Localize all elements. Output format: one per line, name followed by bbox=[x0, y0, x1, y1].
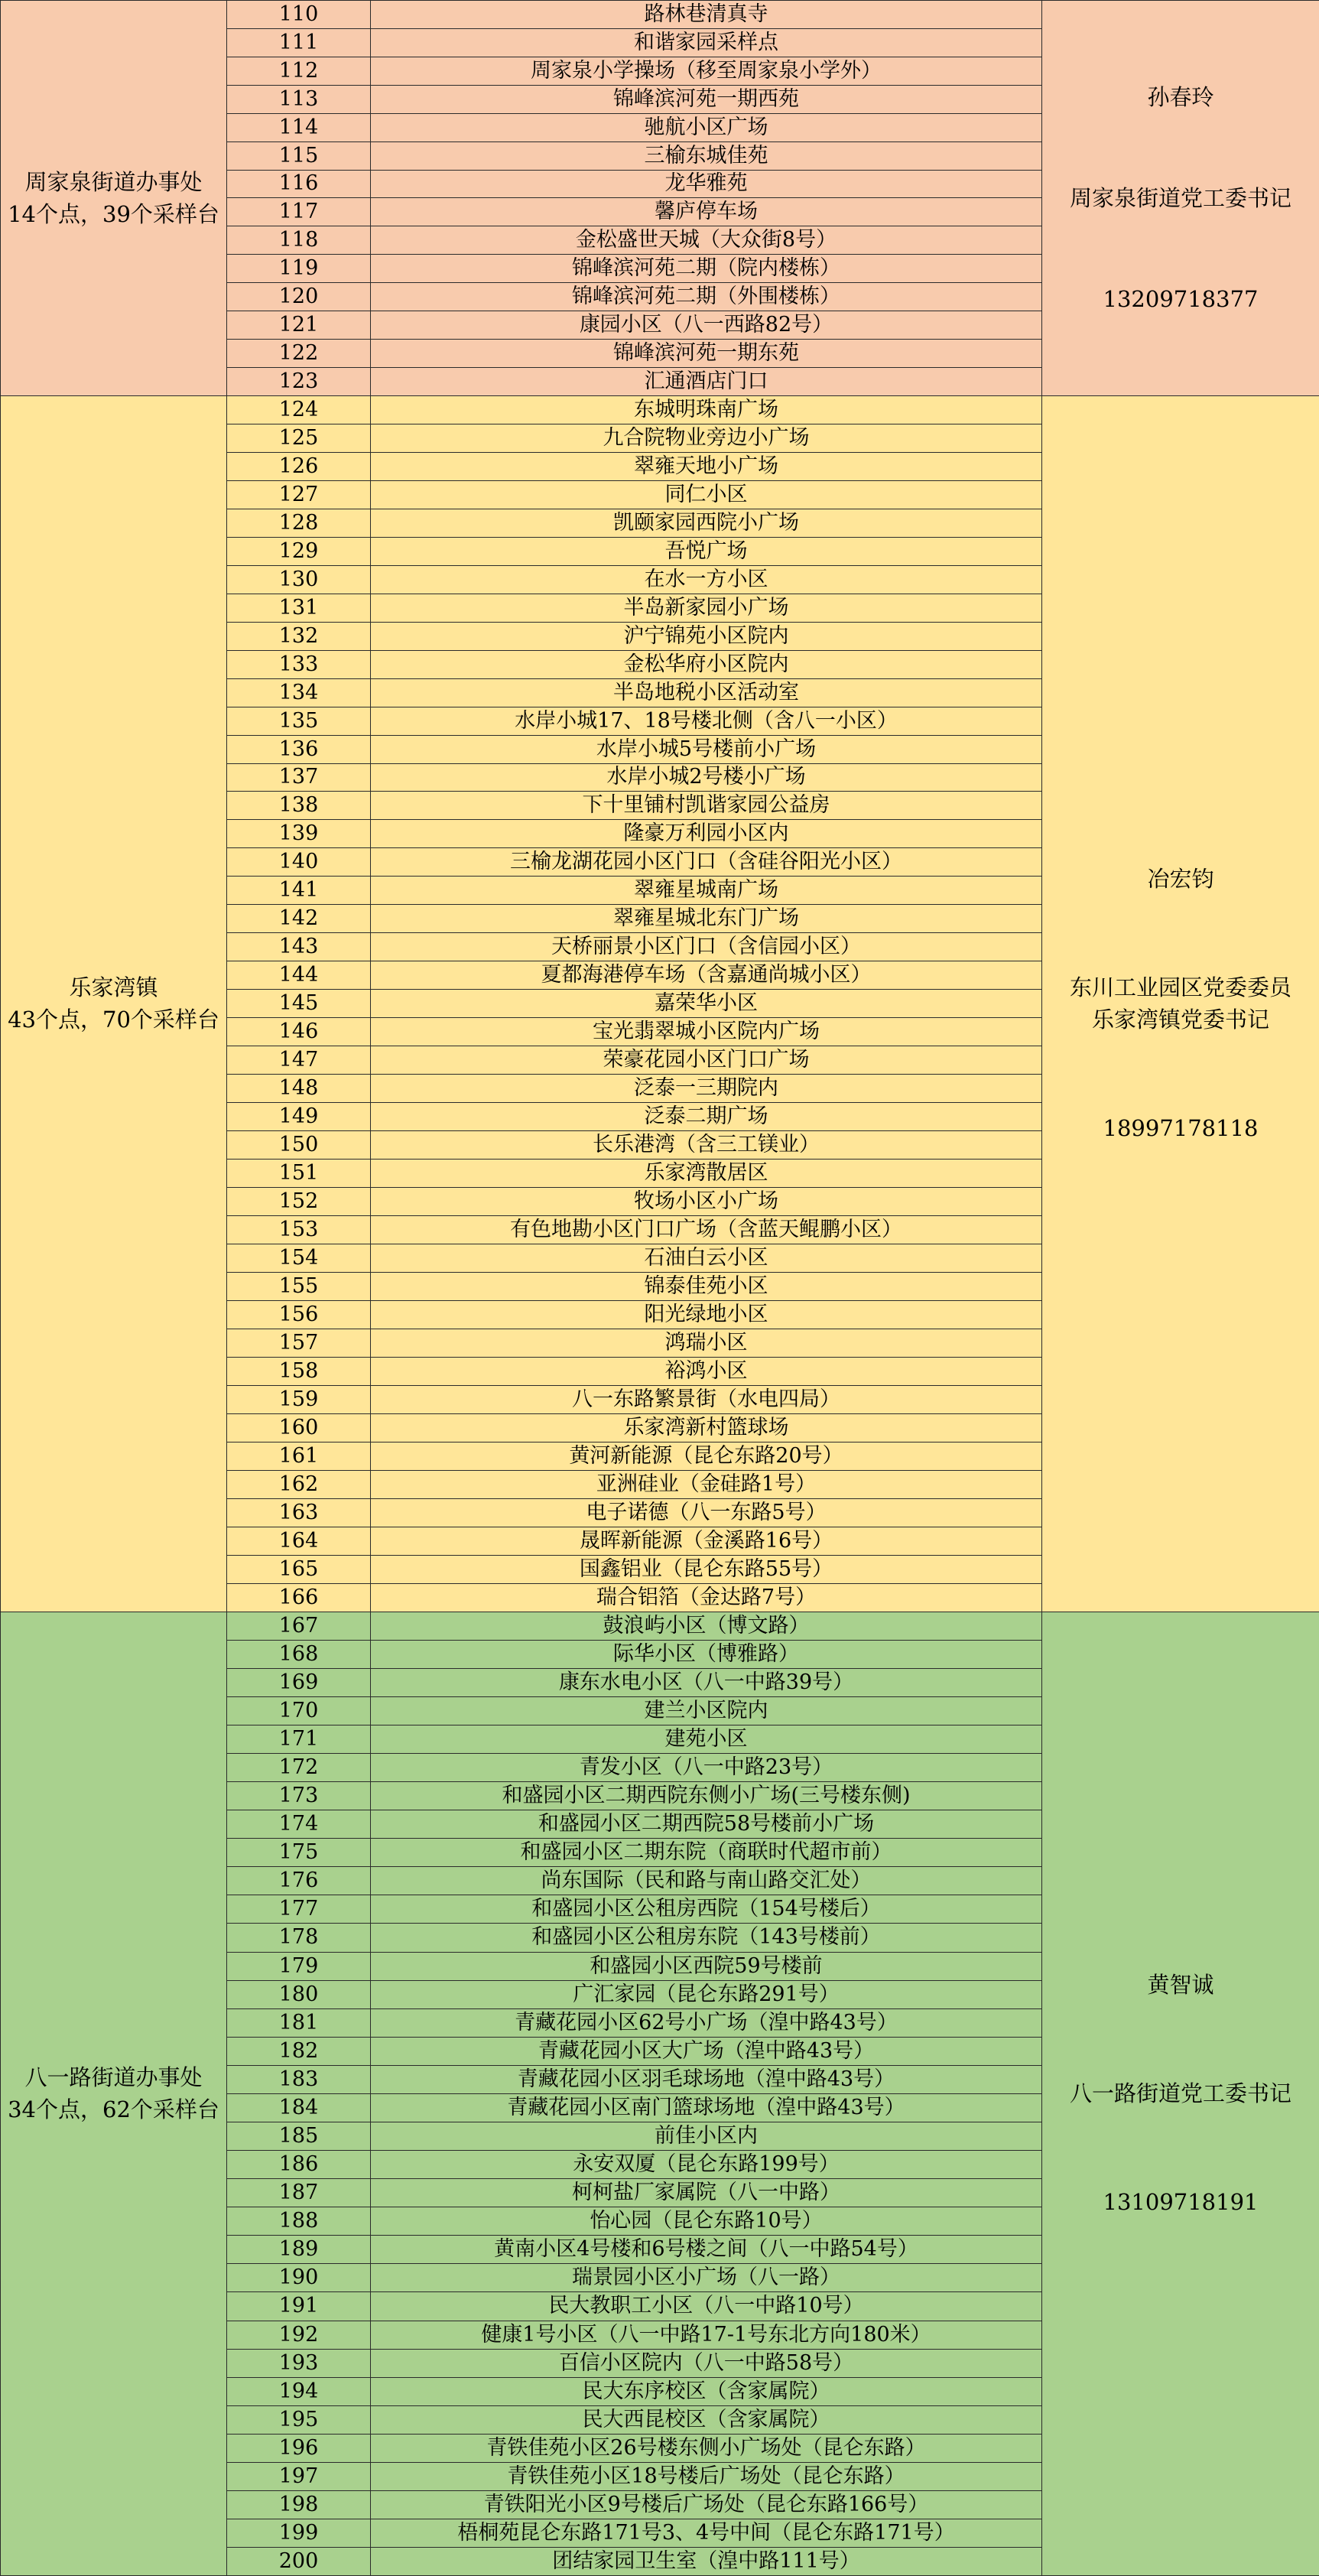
district-cell bbox=[1, 395, 227, 1612]
site-name: 瑞景园小区小广场（八一路） bbox=[371, 2264, 1042, 2292]
site-name: 沪宁锦苑小区院内 bbox=[371, 622, 1042, 650]
site-number: 148 bbox=[227, 1075, 371, 1103]
site-name: 九合院物业旁边小广场 bbox=[371, 424, 1042, 452]
site-number: 193 bbox=[227, 2349, 371, 2377]
site-number: 122 bbox=[227, 340, 371, 368]
site-name: 金松盛世天城（大众街8号） bbox=[371, 226, 1042, 255]
site-name: 鼓浪屿小区（博文路） bbox=[371, 1612, 1042, 1640]
site-name: 尚东国际（民和路与南山路交汇处） bbox=[371, 1867, 1042, 1895]
contact-title: 东川工业园区党委委员 bbox=[1069, 974, 1291, 1001]
site-name: 长乐港湾（含三工镁业） bbox=[371, 1131, 1042, 1160]
contact-name: 黄智诚 bbox=[1147, 1972, 1214, 1999]
site-number: 170 bbox=[227, 1696, 371, 1725]
site-number: 167 bbox=[227, 1612, 371, 1640]
contact-name: 冶宏钧 bbox=[1147, 866, 1214, 893]
site-number: 165 bbox=[227, 1555, 371, 1583]
site-name: 健康1号小区（八一中路17-1号东北方向180米） bbox=[371, 2321, 1042, 2349]
site-number: 199 bbox=[227, 2519, 371, 2548]
site-number: 147 bbox=[227, 1046, 371, 1075]
site-name: 锦峰滨河苑一期西苑 bbox=[371, 85, 1042, 113]
district-name: 乐家湾镇 bbox=[69, 974, 158, 1001]
table-row bbox=[1, 1, 1319, 29]
contact-name: 孙春玲 bbox=[1147, 83, 1214, 110]
site-name: 荣豪花园小区门口广场 bbox=[371, 1046, 1042, 1075]
site-name: 裕鸿小区 bbox=[371, 1357, 1042, 1385]
site-name: 锦峰滨河苑二期（外围楼栋） bbox=[371, 283, 1042, 311]
site-name: 龙华雅苑 bbox=[371, 170, 1042, 198]
site-name: 青藏花园小区南门篮球场地（湟中路43号） bbox=[371, 2093, 1042, 2122]
site-number: 190 bbox=[227, 2264, 371, 2292]
site-number: 126 bbox=[227, 452, 371, 480]
site-number: 154 bbox=[227, 1244, 371, 1272]
site-number: 151 bbox=[227, 1160, 371, 1188]
site-number: 116 bbox=[227, 170, 371, 198]
site-number: 200 bbox=[227, 2548, 371, 2576]
site-number: 149 bbox=[227, 1103, 371, 1131]
contact-phone: 18997178118 bbox=[1103, 1115, 1259, 1142]
site-name: 黄河新能源（昆仑东路20号） bbox=[371, 1442, 1042, 1470]
site-name: 锦泰佳苑小区 bbox=[371, 1272, 1042, 1300]
site-name: 怡心园（昆仑东路10号） bbox=[371, 2207, 1042, 2236]
site-name: 翠雍星城南广场 bbox=[371, 877, 1042, 905]
site-name: 前佳小区内 bbox=[371, 2122, 1042, 2150]
site-number: 196 bbox=[227, 2434, 371, 2462]
site-name: 水岸小城17、18号楼北侧（含八一小区） bbox=[371, 707, 1042, 735]
site-number: 125 bbox=[227, 424, 371, 452]
site-number: 172 bbox=[227, 1753, 371, 1781]
site-name: 天桥丽景小区门口（含信园小区） bbox=[371, 933, 1042, 961]
site-number: 155 bbox=[227, 1272, 371, 1300]
site-name: 汇通酒店门口 bbox=[371, 367, 1042, 395]
site-name: 青铁阳光小区9号楼后广场处（昆仑东路166号） bbox=[371, 2490, 1042, 2519]
site-name: 青藏花园小区大广场（湟中路43号） bbox=[371, 2037, 1042, 2065]
site-name: 翠雍星城北东门广场 bbox=[371, 905, 1042, 933]
district-summary: 43个点，70个采样台 bbox=[8, 1007, 219, 1033]
site-number: 158 bbox=[227, 1357, 371, 1385]
site-name: 民大教职工小区（八一中路10号） bbox=[371, 2292, 1042, 2321]
site-name: 和盛园小区公租房东院（143号楼前） bbox=[371, 1924, 1042, 1952]
site-name: 泛泰二期广场 bbox=[371, 1103, 1042, 1131]
site-name: 电子诺德（八一东路5号） bbox=[371, 1498, 1042, 1527]
site-name: 半岛新家园小广场 bbox=[371, 594, 1042, 622]
site-number: 184 bbox=[227, 2093, 371, 2122]
site-number: 139 bbox=[227, 820, 371, 848]
site-name: 民大西昆校区（含家属院） bbox=[371, 2405, 1042, 2434]
site-number: 143 bbox=[227, 933, 371, 961]
site-number: 130 bbox=[227, 565, 371, 594]
site-number: 163 bbox=[227, 1498, 371, 1527]
site-number: 181 bbox=[227, 2008, 371, 2037]
site-name: 康园小区（八一西路82号） bbox=[371, 311, 1042, 340]
table-row bbox=[1, 1612, 1319, 1640]
contact-cell bbox=[1042, 395, 1319, 1612]
contact-cell bbox=[1042, 1, 1319, 396]
site-name: 东城明珠南广场 bbox=[371, 395, 1042, 424]
site-name: 和盛园小区公租房西院（154号楼后） bbox=[371, 1895, 1042, 1924]
site-number: 117 bbox=[227, 198, 371, 226]
site-number: 141 bbox=[227, 877, 371, 905]
site-name: 驰航小区广场 bbox=[371, 113, 1042, 141]
site-name: 吾悦广场 bbox=[371, 537, 1042, 565]
site-number: 123 bbox=[227, 367, 371, 395]
site-name: 柯柯盐厂家属院（八一中路） bbox=[371, 2179, 1042, 2207]
site-name: 在水一方小区 bbox=[371, 565, 1042, 594]
district-summary: 14个点，39个采样台 bbox=[8, 200, 219, 227]
site-name: 黄南小区4号楼和6号楼之间（八一中路54号） bbox=[371, 2236, 1042, 2264]
site-name: 周家泉小学操场（移至周家泉小学外） bbox=[371, 57, 1042, 85]
table-row bbox=[1, 395, 1319, 424]
contact-title-line2: 乐家湾镇党委书记 bbox=[1091, 1007, 1269, 1033]
site-name: 和盛园小区西院59号楼前 bbox=[371, 1952, 1042, 1980]
site-name: 同仁小区 bbox=[371, 480, 1042, 509]
site-number: 132 bbox=[227, 622, 371, 650]
site-number: 194 bbox=[227, 2377, 371, 2405]
site-name: 瑞合铝箔（金达路7号） bbox=[371, 1583, 1042, 1612]
site-number: 111 bbox=[227, 28, 371, 57]
site-number: 156 bbox=[227, 1300, 371, 1329]
site-number: 168 bbox=[227, 1640, 371, 1668]
district-cell bbox=[1, 1612, 227, 2576]
site-number: 137 bbox=[227, 763, 371, 792]
district-summary: 34个点，62个采样台 bbox=[8, 2096, 219, 2123]
site-number: 157 bbox=[227, 1329, 371, 1357]
site-number: 118 bbox=[227, 226, 371, 255]
site-name: 青铁佳苑小区18号楼后广场处（昆仑东路） bbox=[371, 2462, 1042, 2490]
site-number: 146 bbox=[227, 1018, 371, 1046]
site-name: 馨庐停车场 bbox=[371, 198, 1042, 226]
site-number: 186 bbox=[227, 2151, 371, 2179]
site-name: 翠雍天地小广场 bbox=[371, 452, 1042, 480]
site-number: 177 bbox=[227, 1895, 371, 1924]
site-name: 建兰小区院内 bbox=[371, 1696, 1042, 1725]
site-number: 189 bbox=[227, 2236, 371, 2264]
site-name: 嘉荣华小区 bbox=[371, 990, 1042, 1018]
site-number: 169 bbox=[227, 1668, 371, 1696]
contact-phone: 13109718191 bbox=[1103, 2189, 1259, 2216]
site-name: 锦峰滨河苑二期（院内楼栋） bbox=[371, 255, 1042, 283]
site-name: 团结家园卫生室（湟中路111号） bbox=[371, 2548, 1042, 2576]
site-name: 锦峰滨河苑一期东苑 bbox=[371, 340, 1042, 368]
site-name: 亚洲硅业（金硅路1号） bbox=[371, 1470, 1042, 1498]
site-number: 174 bbox=[227, 1810, 371, 1839]
site-number: 142 bbox=[227, 905, 371, 933]
site-number: 115 bbox=[227, 141, 371, 170]
site-name: 民大东序校区（含家属院） bbox=[371, 2377, 1042, 2405]
site-name: 有色地勘小区门口广场（含蓝天鲲鹏小区） bbox=[371, 1216, 1042, 1244]
district-cell bbox=[1, 1, 227, 396]
site-name: 半岛地税小区活动室 bbox=[371, 678, 1042, 707]
site-number: 119 bbox=[227, 255, 371, 283]
site-name: 国鑫铝业（昆仑东路55号） bbox=[371, 1555, 1042, 1583]
site-number: 114 bbox=[227, 113, 371, 141]
site-name: 和盛园小区二期东院（商联时代超市前） bbox=[371, 1839, 1042, 1867]
site-number: 129 bbox=[227, 537, 371, 565]
site-number: 128 bbox=[227, 509, 371, 537]
district-name: 周家泉街道办事处 bbox=[24, 168, 203, 195]
site-number: 162 bbox=[227, 1470, 371, 1498]
site-name: 广汇家园（昆仑东路291号） bbox=[371, 1980, 1042, 2008]
site-name: 石油白云小区 bbox=[371, 1244, 1042, 1272]
site-name: 水岸小城5号楼前小广场 bbox=[371, 735, 1042, 763]
site-number: 195 bbox=[227, 2405, 371, 2434]
site-number: 138 bbox=[227, 792, 371, 820]
site-name: 凯颐家园西院小广场 bbox=[371, 509, 1042, 537]
site-name: 路林巷清真寺 bbox=[371, 1, 1042, 29]
site-name: 康东水电小区（八一中路39号） bbox=[371, 1668, 1042, 1696]
site-number: 152 bbox=[227, 1188, 371, 1216]
site-number: 191 bbox=[227, 2292, 371, 2321]
site-number: 183 bbox=[227, 2065, 371, 2093]
contact-title: 八一路街道党工委书记 bbox=[1069, 2080, 1291, 2107]
site-name: 和谐家园采样点 bbox=[371, 28, 1042, 57]
site-name: 宝光翡翠城小区院内广场 bbox=[371, 1018, 1042, 1046]
table-body bbox=[1, 1, 1319, 2576]
site-name: 百信小区院内（八一中路58号） bbox=[371, 2349, 1042, 2377]
site-name: 下十里铺村凯谐家园公益房 bbox=[371, 792, 1042, 820]
site-number: 153 bbox=[227, 1216, 371, 1244]
site-number: 134 bbox=[227, 678, 371, 707]
site-number: 159 bbox=[227, 1385, 371, 1413]
site-name: 八一东路繁景街（水电四局） bbox=[371, 1385, 1042, 1413]
site-name: 隆豪万利园小区内 bbox=[371, 820, 1042, 848]
site-name: 际华小区（博雅路） bbox=[371, 1640, 1042, 1668]
site-number: 140 bbox=[227, 848, 371, 877]
site-number: 192 bbox=[227, 2321, 371, 2349]
site-name: 乐家湾散居区 bbox=[371, 1160, 1042, 1188]
site-name: 夏都海港停车场（含嘉通尚城小区） bbox=[371, 961, 1042, 990]
site-name: 梧桐苑昆仑东路171号3、4号中间（昆仑东路171号） bbox=[371, 2519, 1042, 2548]
site-name: 泛泰一三期院内 bbox=[371, 1075, 1042, 1103]
site-name: 青藏花园小区62号小广场（湟中路43号） bbox=[371, 2008, 1042, 2037]
site-number: 175 bbox=[227, 1839, 371, 1867]
site-name: 和盛园小区二期西院58号楼前小广场 bbox=[371, 1810, 1042, 1839]
site-number: 161 bbox=[227, 1442, 371, 1470]
site-name: 青发小区（八一中路23号） bbox=[371, 1753, 1042, 1781]
site-number: 113 bbox=[227, 85, 371, 113]
site-number: 131 bbox=[227, 594, 371, 622]
site-number: 188 bbox=[227, 2207, 371, 2236]
site-number: 120 bbox=[227, 283, 371, 311]
site-name: 鸿瑞小区 bbox=[371, 1329, 1042, 1357]
site-number: 182 bbox=[227, 2037, 371, 2065]
district-name: 八一路街道办事处 bbox=[24, 2064, 203, 2091]
site-name: 牧场小区小广场 bbox=[371, 1188, 1042, 1216]
site-number: 110 bbox=[227, 1, 371, 29]
site-name: 建苑小区 bbox=[371, 1725, 1042, 1753]
site-number: 164 bbox=[227, 1527, 371, 1555]
site-name: 三榆龙湖花园小区门口（含硅谷阳光小区） bbox=[371, 848, 1042, 877]
site-number: 198 bbox=[227, 2490, 371, 2519]
contact-title: 周家泉街道党工委书记 bbox=[1069, 184, 1291, 211]
site-name: 永安双厦（昆仑东路199号） bbox=[371, 2151, 1042, 2179]
site-number: 150 bbox=[227, 1131, 371, 1160]
site-name: 水岸小城2号楼小广场 bbox=[371, 763, 1042, 792]
site-number: 179 bbox=[227, 1952, 371, 1980]
site-number: 112 bbox=[227, 57, 371, 85]
site-name: 乐家湾新村篮球场 bbox=[371, 1413, 1042, 1442]
site-number: 197 bbox=[227, 2462, 371, 2490]
contact-cell bbox=[1042, 1612, 1319, 2576]
site-number: 136 bbox=[227, 735, 371, 763]
site-number: 127 bbox=[227, 480, 371, 509]
site-name: 青铁佳苑小区26号楼东侧小广场处（昆仑东路） bbox=[371, 2434, 1042, 2462]
site-name: 和盛园小区二期西院东侧小广场(三号楼东侧) bbox=[371, 1782, 1042, 1810]
site-name: 青藏花园小区羽毛球场地（湟中路43号） bbox=[371, 2065, 1042, 2093]
site-number: 166 bbox=[227, 1583, 371, 1612]
site-number: 160 bbox=[227, 1413, 371, 1442]
site-number: 171 bbox=[227, 1725, 371, 1753]
site-number: 144 bbox=[227, 961, 371, 990]
site-number: 173 bbox=[227, 1782, 371, 1810]
site-name: 金松华府小区院内 bbox=[371, 650, 1042, 678]
site-number: 121 bbox=[227, 311, 371, 340]
site-name: 三榆东城佳苑 bbox=[371, 141, 1042, 170]
site-name: 阳光绿地小区 bbox=[371, 1300, 1042, 1329]
site-number: 133 bbox=[227, 650, 371, 678]
site-name: 晟晖新能源（金溪路16号） bbox=[371, 1527, 1042, 1555]
site-number: 124 bbox=[227, 395, 371, 424]
site-number: 187 bbox=[227, 2179, 371, 2207]
site-number: 185 bbox=[227, 2122, 371, 2150]
contact-phone: 13209718377 bbox=[1103, 285, 1259, 312]
site-number: 176 bbox=[227, 1867, 371, 1895]
site-number: 145 bbox=[227, 990, 371, 1018]
site-number: 180 bbox=[227, 1980, 371, 2008]
site-number: 135 bbox=[227, 707, 371, 735]
site-number: 178 bbox=[227, 1924, 371, 1952]
